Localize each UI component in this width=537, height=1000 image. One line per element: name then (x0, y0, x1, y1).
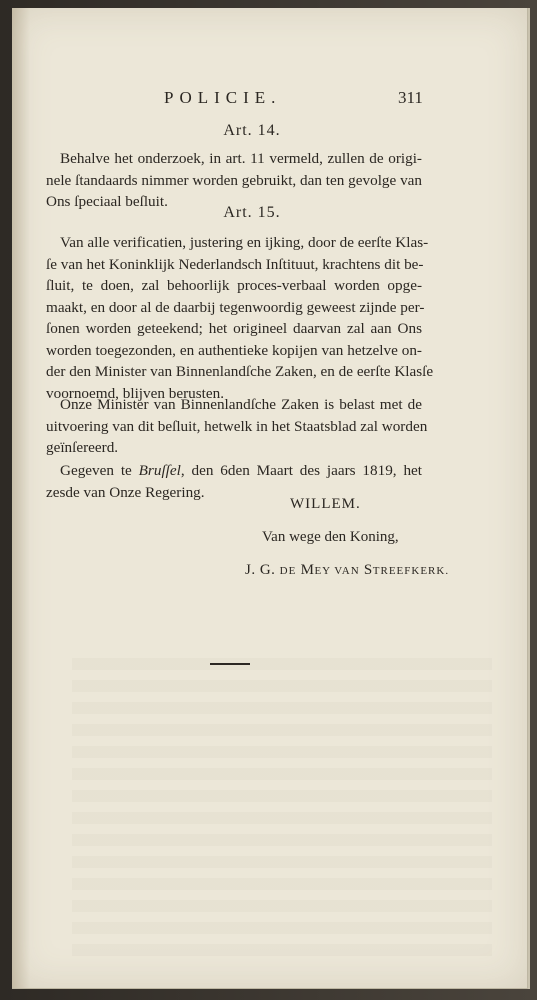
closing-paragraph (46, 394, 428, 459)
given-paragraph (46, 460, 422, 503)
official-initials: J. G. (245, 562, 280, 578)
official-streefkerk-rest: TREEFKERK. (372, 565, 450, 577)
text-line: uitvoering van dit beſluit, hetwelk in het Staatsblad zal worden (46, 417, 428, 435)
official-mey-initial: M (296, 562, 315, 578)
official-van: VAN (330, 565, 360, 577)
end-rule (210, 663, 250, 665)
text-line (46, 460, 422, 482)
signature-countersign: Van wege den Koning, (262, 529, 399, 545)
running-head: POLICIE. (164, 88, 282, 107)
text-line: Onze Minister van Binnenlandſche Zaken is belast met de (60, 396, 422, 413)
place-name: Bruſſel (138, 462, 181, 479)
page-gutter-shadow (12, 8, 30, 988)
text-line: ſe van het Koninklijk Nederlandsch Inſtituut, krachtens dit be- (46, 255, 424, 273)
text-line: Behalve het onderzoek, in art. 11 vermeld, zullen de origi- (60, 150, 422, 167)
official-streefkerk-initial: S (359, 562, 373, 578)
text-line: ſonen worden geteekend; het origineel daarvan zal aan Ons (46, 320, 422, 337)
page-number: 311 (398, 88, 423, 107)
text-line: Van alle verificatien, justering en ijking, door de eerſte Klas- (60, 234, 429, 251)
official-mey-rest: EY (314, 565, 331, 577)
text-line: zesde van Onze Regering. (46, 483, 205, 501)
text-line: maakt, en door al de daarbij tegenwoordig geweest zijnde per- (46, 298, 425, 316)
text-line: nele ſtandaards nimmer worden gebruikt, dan ten gevolge van (46, 171, 422, 189)
show-through-text (72, 658, 492, 958)
text-line: Ons ſpeciaal beſluit. (46, 193, 168, 210)
book-page (12, 8, 528, 989)
text-line: geïnſereerd. (46, 439, 119, 456)
article-14-heading: Art. 14. (223, 122, 281, 139)
text-line: voornoemd, blijven berusten. (46, 384, 224, 402)
signature-name: WILLEM. (290, 496, 361, 512)
text-line: worden toegezonden, en authentieke kopijen van hetzelve on- (46, 341, 422, 359)
article-15-text (46, 232, 434, 404)
page-header (12, 88, 527, 112)
article-15-heading: Art. 15. (223, 204, 281, 221)
text-line: der den Minister van Binnenlandſche Zaken, en de eerſte Klasſe (46, 363, 434, 380)
text-line: ſluit, te doen, zal behoorlijk proces-verbaal worden opge- (46, 277, 422, 294)
given-prefix: Gegeven te (60, 462, 139, 479)
official-de: DE (279, 565, 297, 577)
given-date: , den 6den Maart des jaars 1819, het (180, 462, 422, 479)
signature-official (245, 562, 449, 579)
article-14-text (46, 148, 422, 213)
